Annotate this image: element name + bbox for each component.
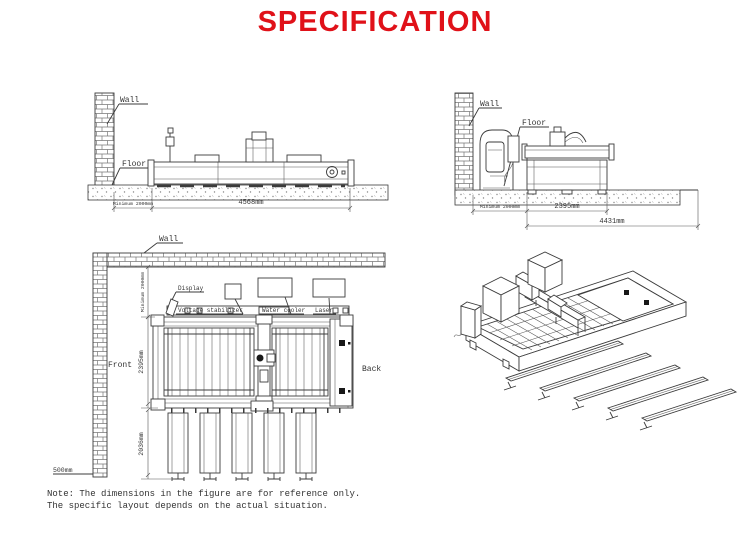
wall-offset-dimension: 500mm	[53, 467, 73, 474]
voltage-stabilizer-label: Voltage stabilizer	[178, 307, 243, 314]
gap-dimension: Minimum 2000mm	[479, 205, 521, 210]
small-cabinet	[454, 302, 481, 338]
side-view-drawing	[55, 82, 400, 232]
length-dimension: 4568mm	[238, 199, 264, 207]
gap-dimension: Minimum 2000mm	[112, 202, 154, 207]
page-title: SPECIFICATION	[257, 6, 493, 38]
laser-label: Laser	[315, 307, 334, 314]
voltage-stabilizer-unit	[225, 284, 241, 299]
control-post	[166, 128, 174, 162]
water-cooler-unit	[258, 278, 292, 297]
note-line-1: Note: The dimensions in the figure are for reference only.	[47, 489, 361, 499]
floor-label: Floor	[522, 119, 547, 128]
machine-end-view	[522, 127, 614, 194]
machine-plan-view	[151, 315, 353, 411]
wall-label: Wall	[120, 96, 140, 105]
isometric-view-drawing	[448, 238, 738, 433]
wall-gap-dimension	[140, 265, 150, 319]
laser-unit	[313, 279, 345, 297]
width-dimension: 2395mm	[138, 350, 145, 374]
wall-label: Wall	[159, 235, 179, 244]
wall-label: Wall	[480, 100, 500, 109]
plan-view-drawing	[45, 230, 400, 488]
water-cooler-label: Water cooler	[262, 307, 306, 314]
wall-section	[95, 93, 148, 190]
note-text	[47, 489, 360, 512]
back-label: Back	[362, 365, 382, 374]
extension-dimension: 2036mm	[138, 432, 145, 456]
total-dimension: 4431mm	[599, 218, 625, 226]
drawer-extensions	[168, 413, 316, 481]
front-label: Front	[108, 361, 133, 370]
floor-label: Floor	[122, 160, 147, 169]
machine-side-view	[148, 128, 354, 186]
width-dimension: 2395mm	[554, 203, 580, 211]
gantry-head	[246, 132, 273, 162]
peripheral-labels	[166, 278, 349, 316]
gap-dimension: Minimum 2000mm	[141, 271, 146, 313]
display-label: Display	[178, 285, 204, 292]
end-view-drawing	[450, 80, 735, 238]
note-line-2: The specific layout depends on the actual situation.	[47, 500, 328, 511]
